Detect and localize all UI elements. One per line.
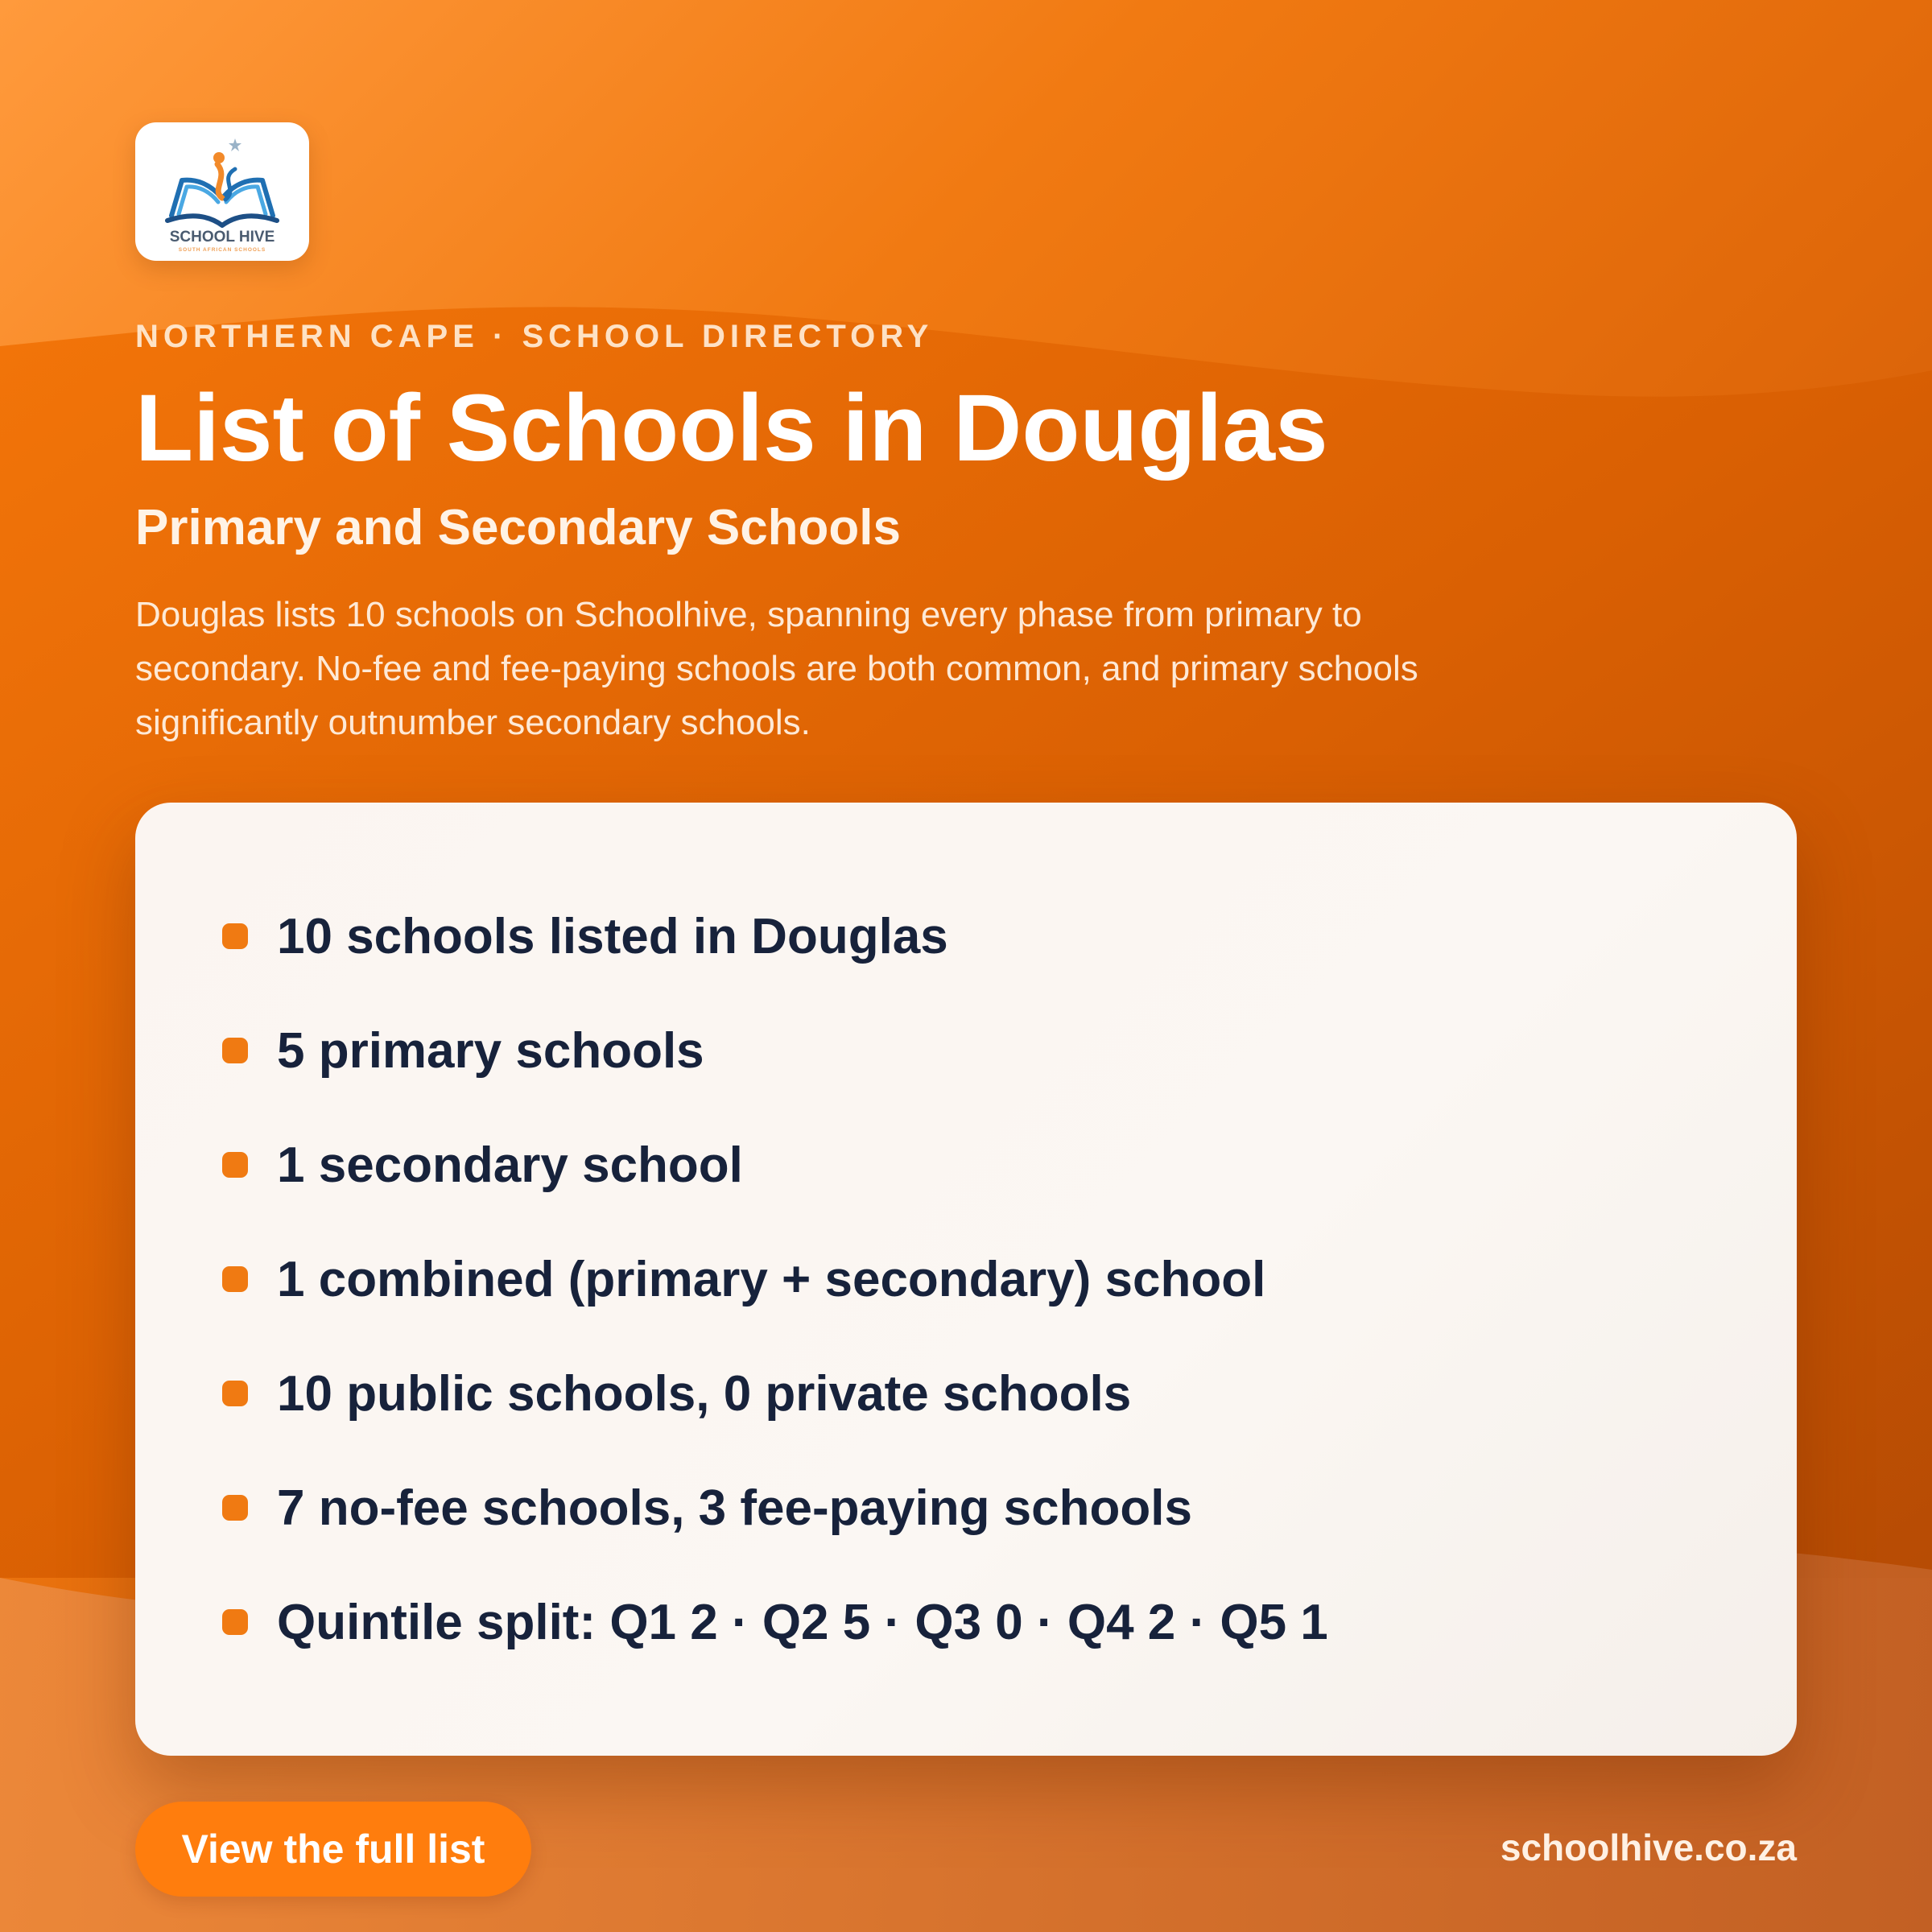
stat-item [222,993,1328,1108]
stat-public-private: 10 public schools, 0 private schools [277,1365,1132,1422]
stats-card [135,803,1797,1756]
stat-fee-status: 7 no-fee schools, 3 fee-paying schools [277,1480,1192,1536]
bullet-icon [222,1609,248,1635]
page-subtitle: Primary and Secondary Schools [135,500,902,555]
stat-item [222,1565,1328,1679]
stat-secondary-schools: 1 secondary school [277,1137,743,1193]
page-description: Douglas lists 10 schools on Schoolhive, spanning every phase from primary to secondary. No-fee and fee-paying schools are both common, and primary schools significantly outnumber secondary schools. [135,595,1418,742]
stat-item [222,1451,1328,1565]
site-url-link[interactable]: schoolhive.co.za [1500,1827,1797,1868]
bullet-icon [222,1038,248,1063]
stat-combined-schools: 1 combined (primary + secondary) school [277,1251,1266,1307]
view-full-list-button[interactable]: View the full list [135,1802,531,1897]
stat-primary-schools: 5 primary schools [277,1022,704,1079]
stat-item [222,879,1328,993]
stat-item [222,1108,1328,1222]
svg-text:SOUTH AFRICAN SCHOOLS: SOUTH AFRICAN SCHOOLS [178,247,266,253]
school-hive-logo [135,122,309,261]
eyebrow-label: NORTHERN CAPE · SCHOOL DIRECTORY [135,319,934,354]
bullet-icon [222,1152,248,1178]
stat-item [222,1222,1328,1336]
bullet-icon [222,1495,248,1521]
open-book-icon [135,122,309,261]
stats-list [222,879,1328,1679]
bullet-icon [222,1381,248,1406]
svg-text:SCHOOL HIVE: SCHOOL HIVE [169,229,275,246]
stat-total-schools: 10 schools listed in Douglas [277,908,948,964]
bullet-icon [222,1266,248,1292]
stat-quintile-split: Quintile split: Q1 2 · Q2 5 · Q3 0 · Q4 2 · Q5 1 [277,1594,1328,1650]
stat-item [222,1336,1328,1451]
page-title: List of Schools in Douglas [135,375,1328,481]
bullet-icon [222,923,248,949]
